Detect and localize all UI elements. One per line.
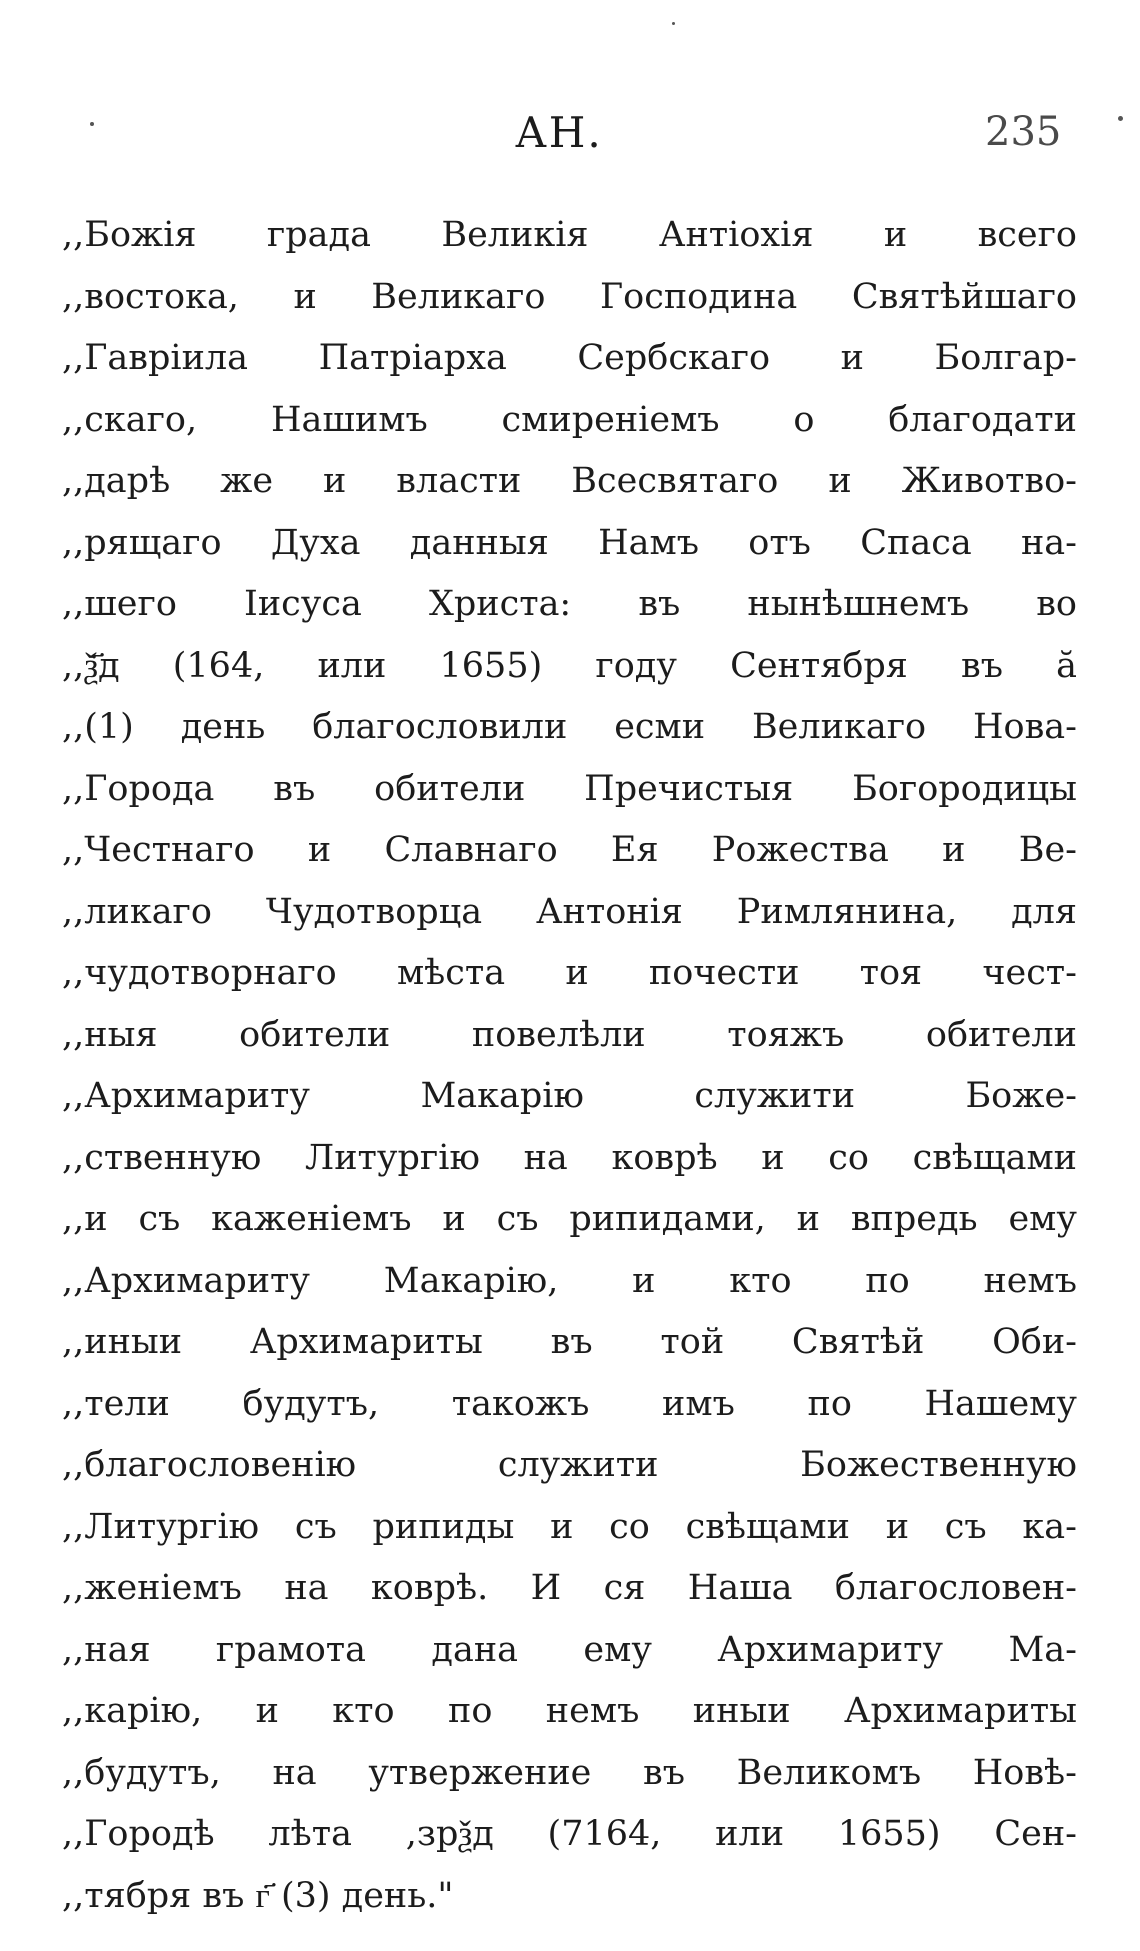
text-line: ,,ственную Литургію на коврѣ и со свѣщами	[62, 1137, 1077, 1178]
text-line: ,,иныи Архимариты въ той Святѣй Оби-	[62, 1322, 1077, 1362]
text-line: ,,скаго, Нашимъ смиреніемъ о благодати	[62, 399, 1077, 440]
text-line: ,,Гавріила Патріарха Сербскаго и Болгар-	[62, 338, 1077, 378]
text-line: ,,Честнаго и Славнаго Ея Рожества и Ве-	[62, 830, 1077, 870]
text-line: ,,ныя обители повелѣли тояжъ обители	[62, 1014, 1077, 1055]
page-number: 235	[985, 109, 1062, 155]
text-line: ,,женіемъ на коврѣ. И ся Наша благословен-	[62, 1568, 1077, 1608]
text-line: ,,чудотворнаго мѣста и почести тоя чест-	[62, 953, 1077, 993]
text-line: ,,дарѣ же и власти Всесвятаго и Животво-	[62, 461, 1077, 501]
text-line: ,,тели будутъ, такожъ имъ по Нашему	[62, 1383, 1077, 1424]
text-line: ,,ликаго Чудотворца Антонія Римлянина, для	[62, 891, 1077, 932]
text-line: ,,Городѣ лѣта ,зрѯд (7164, или 1655) Сен-	[62, 1814, 1077, 1854]
text-line: ,,карію, и кто по немъ иныи Архимариты	[62, 1691, 1077, 1731]
ink-speck	[90, 122, 94, 126]
ink-speck	[672, 22, 675, 25]
text-line: ,,шего Іисуса Христа: въ нынѣшнемъ во	[62, 584, 1077, 624]
text-line: ,,благословенію служити Божественную	[62, 1445, 1077, 1485]
text-line: ,,востока, и Великаго Господина Святѣйшаго	[62, 276, 1077, 317]
text-line: ,,Архимариту Макарію служити Боже-	[62, 1076, 1077, 1116]
text-line: ,,ѯ҃д (164, или 1655) году Сентября въ ӑ	[62, 645, 1077, 686]
text-line: ,,будутъ, на утвержение въ Великомъ Новѣ-	[62, 1752, 1077, 1793]
text-line: ,,Города въ обители Пречистыя Богородицы	[62, 768, 1077, 809]
text-line: ,,ная грамота дана ему Архимариту Ма-	[62, 1629, 1077, 1670]
text-line: ,,(1) день благословили есми Великаго Нова-	[62, 707, 1077, 747]
text-line: ,,и съ каженіемъ и съ рипидами, и впредь ему	[62, 1199, 1077, 1239]
running-head: АН.	[515, 108, 603, 157]
text-line: ,,Архимариту Макарію, и кто по немъ	[62, 1260, 1077, 1301]
text-line: ,,Божія града Великія Антіохія и всего	[62, 215, 1077, 255]
body-text	[62, 205, 1077, 1927]
text-line: ,,тября въ г҃ (3) день."	[62, 1875, 454, 1916]
text-line: ,,Литургію съ рипиды и со свѣщами и съ ка-	[62, 1506, 1077, 1547]
ink-speck	[1118, 116, 1123, 121]
text-line: ,,рящаго Духа данныя Намъ отъ Спаса на-	[62, 522, 1077, 563]
